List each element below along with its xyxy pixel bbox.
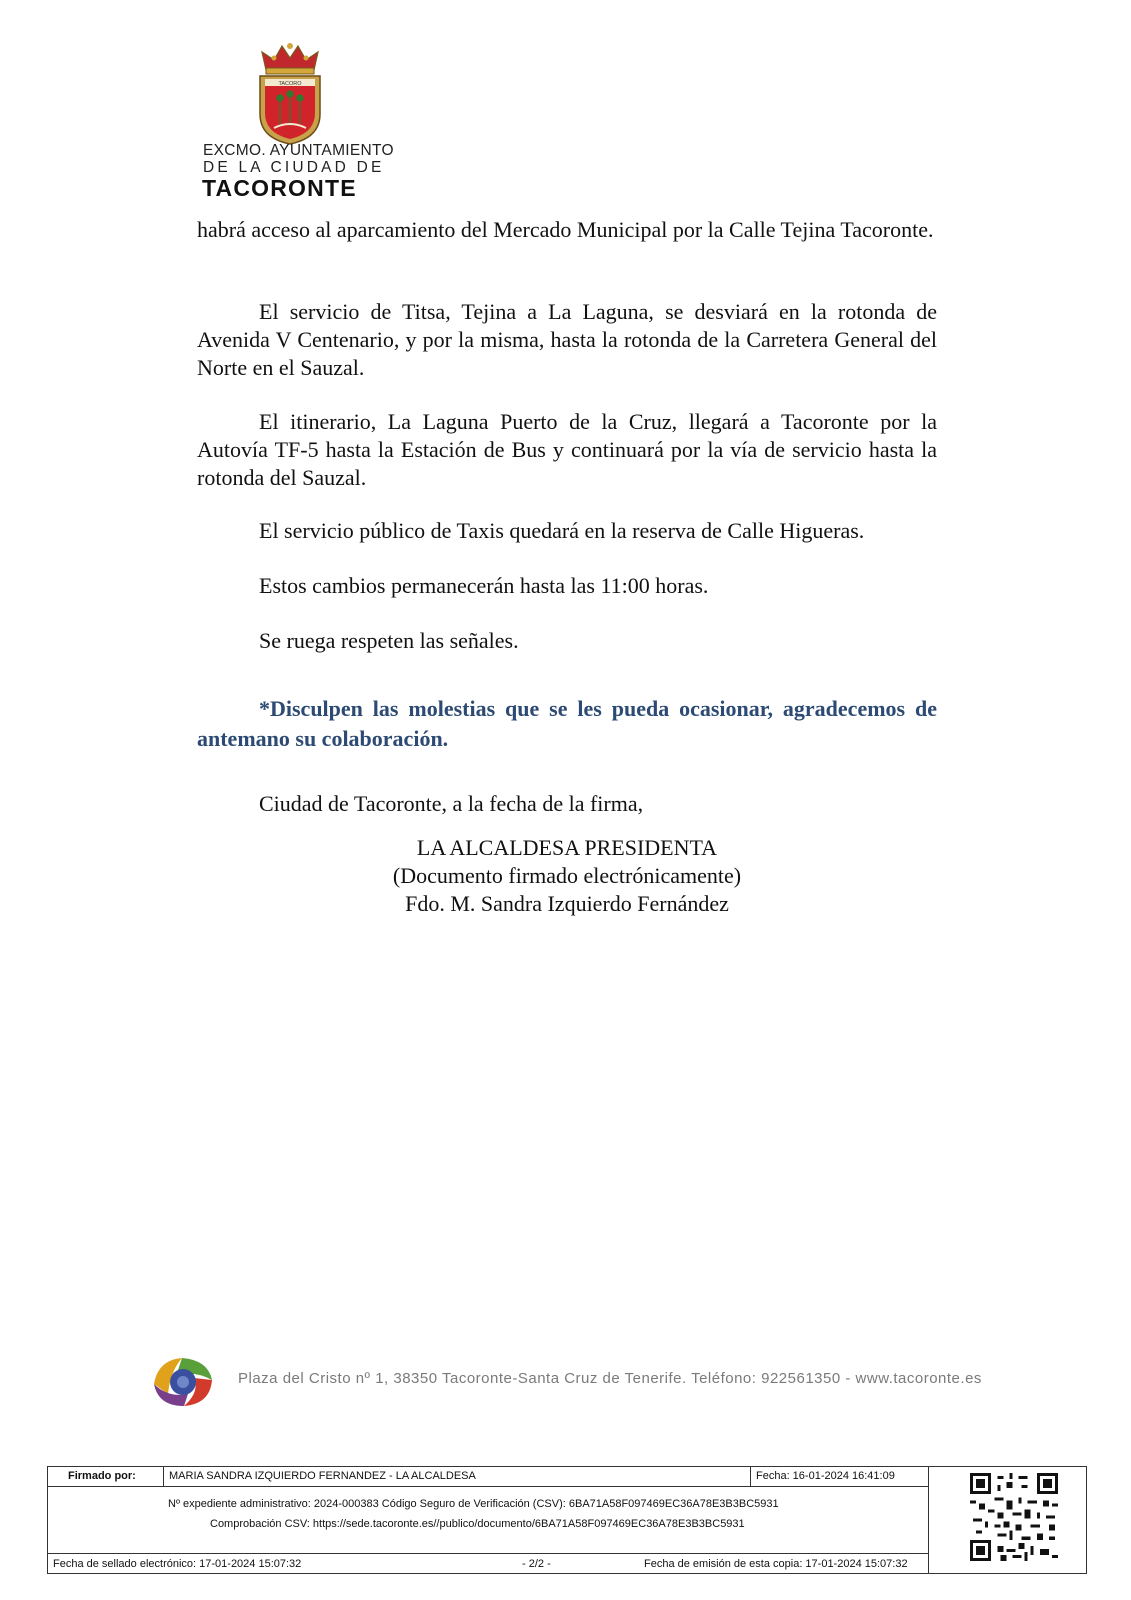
copy-issue-date: Fecha de emisión de esta copia: 17-01-2024 15:07:32 bbox=[644, 1558, 908, 1570]
signer-name: Fdo. M. Sandra Izquierdo Fernández bbox=[405, 891, 729, 916]
signed-by-value: MARIA SANDRA IZQUIERDO FERNANDEZ - LA ALCALDESA bbox=[169, 1470, 476, 1482]
signature-note: (Documento firmado electrónicamente) bbox=[392, 863, 742, 888]
paragraph-itinerary: El itinerario, La Laguna Puerto de la Cruz, llegará a Tacoronte por la Autovía TF-5 hasta la Estación de Bus y continuará por la vía de servicio hasta la rotonda del Sauzal. bbox=[197, 409, 937, 490]
csv-verification-link[interactable]: Comprobación CSV: https://sede.tacoronte.es//publico/documento/6BA71A58F097469EC36A78E3B3BC5931 bbox=[210, 1518, 745, 1530]
signature-date: Fecha: 16-01-2024 16:41:09 bbox=[756, 1470, 895, 1482]
page-number: - 2/2 - bbox=[522, 1558, 551, 1570]
signer-role: LA ALCALDESA PRESIDENTA bbox=[416, 835, 718, 860]
paragraph-taxis: El servicio público de Taxis quedará en la reserva de Calle Higueras. bbox=[259, 518, 865, 543]
logo-line-2: DE LA CIUDAD DE bbox=[203, 159, 385, 176]
qr-code-icon bbox=[970, 1473, 1058, 1561]
apology-notice: *Disculpen las molestias que se les pueda ocasionar, agradecemos de antemano su colaboración. bbox=[197, 696, 937, 751]
municipal-emblem-icon bbox=[148, 1354, 218, 1410]
sealing-date: Fecha de sellado electrónico: 17-01-2024 15:07:32 bbox=[53, 1558, 302, 1570]
expediente-line: Nº expediente administrativo: 2024-000383 Código Seguro de Verificación (CSV): 6BA71A58F097469EC36A78E3B3BC5931 bbox=[168, 1498, 779, 1510]
logo-line-3: TACORONTE bbox=[202, 175, 357, 201]
signature-table bbox=[47, 1466, 1087, 1574]
coat-of-arms-logo bbox=[252, 40, 328, 146]
closing-line: Ciudad de Tacoronte, a la fecha de la firma, bbox=[259, 791, 644, 816]
logo-line-1: EXCMO. AYUNTAMIENTO bbox=[203, 142, 394, 159]
paragraph-parking-access: habrá acceso al aparcamiento del Mercado Municipal por la Calle Tejina Tacoronte. bbox=[197, 217, 934, 242]
crest-label: TACORO bbox=[278, 81, 302, 87]
signed-by-label: Firmado por: bbox=[68, 1470, 136, 1482]
footer-address: Plaza del Cristo nº 1, 38350 Tacoronte-Santa Cruz de Tenerife. Teléfono: 922561350 - www.tacoronte.es bbox=[238, 1370, 982, 1387]
paragraph-schedule: Estos cambios permanecerán hasta las 11:00 horas. bbox=[259, 573, 709, 598]
paragraph-titsa-service: El servicio de Titsa, Tejina a La Laguna, se desviará en la rotonda de Avenida V Centenario, y por la misma, hasta la rotonda de la Carretera General del Norte en el Sauzal. bbox=[197, 299, 937, 380]
paragraph-signs: Se ruega respeten las señales. bbox=[259, 628, 519, 653]
